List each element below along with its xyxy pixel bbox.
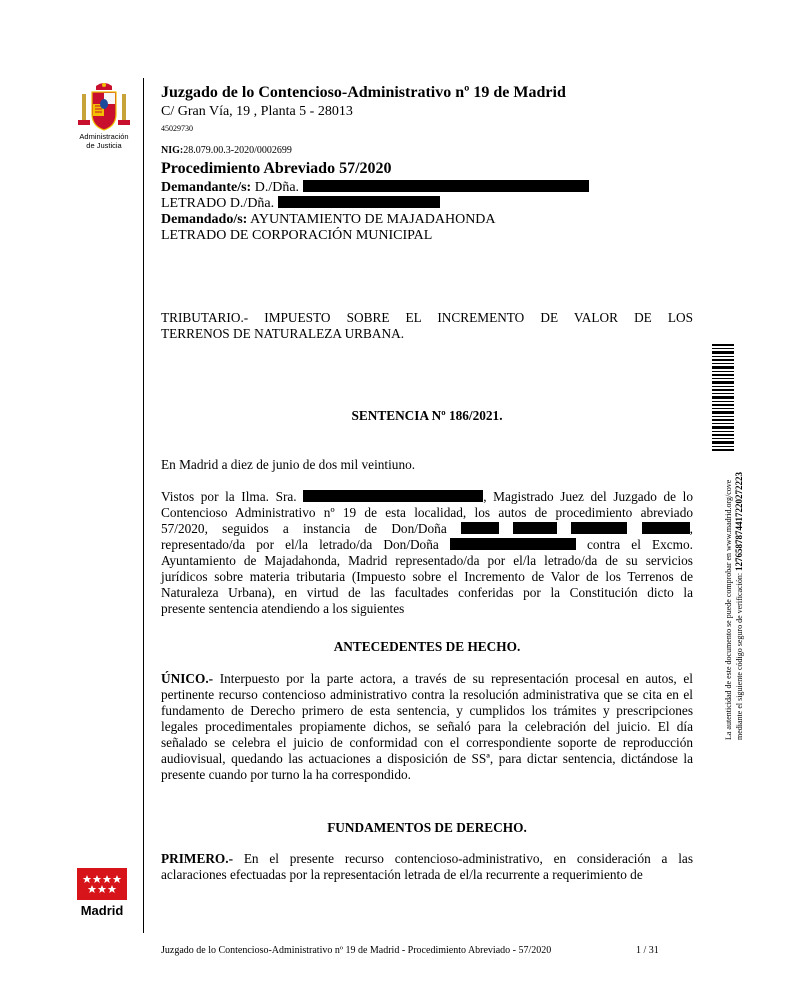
page-footer: Juzgado de lo Contencioso-Administrativo nº 19 de Madrid - Procedimiento Abreviado - 57/2020 xyxy=(161,945,552,956)
vistos-line-2: Contencioso Administrativo nº 19 de esta localidad, los autos de procedimiento abreviado xyxy=(161,505,693,520)
redacted-plaintiff-part-4 xyxy=(642,522,690,534)
defendant-lawyer: LETRADO DE CORPORACIÓN MUNICIPAL xyxy=(161,228,433,243)
antecedentes-text: Interpuesto por la parte actora, a través de su representación procesal en autos, el pertinente recurso contencioso administrativo contra la resolución administrativa que se cita en el fundamento de Derecho primero de esta sentencia, y cumplidos los trámites y prescripciones legales procedimentales propiamente dichos, se señaló para la celebración del juicio. El día señalado se celebra el juicio de conformidad con el correspondiente soporte de reproducción audiovisual, quedando las actuaciones a disposición de SSª, para dictar sentencia, dictándose la presente cuando por turno la ha correspondido. xyxy=(161,671,693,782)
lawyer-line xyxy=(161,196,440,212)
comunidad-de-madrid-flag-icon xyxy=(77,868,127,900)
page-number: 1 / 31 xyxy=(636,945,659,956)
verification-code: 1276587874417220272223 xyxy=(734,471,744,571)
vistos-line-1 xyxy=(161,489,693,505)
defendant-line xyxy=(161,212,496,228)
margin-rule xyxy=(143,78,144,933)
verification-side-text xyxy=(724,440,745,740)
defendant-label: Demandado/s: xyxy=(161,212,248,227)
redacted-lawyer-name xyxy=(278,196,440,208)
plaintiff-label: Demandante/s: xyxy=(161,180,252,195)
antecedentes-title: ANTECEDENTES DE HECHO. xyxy=(333,639,521,654)
redacted-plaintiff-part-2 xyxy=(513,522,557,534)
vistos-line-5: Ayuntamiento de Majadahonda, Madrid representado/da por el/la letrado/da de su servicios xyxy=(161,553,693,568)
court-code: 45029730 xyxy=(161,124,193,133)
defendant-value: AYUNTAMIENTO DE MAJADAHONDA xyxy=(250,212,496,227)
redacted-plaintiff-name xyxy=(303,180,589,192)
redacted-plaintiff-part-3 xyxy=(571,522,627,534)
nig-line xyxy=(161,145,292,156)
plaintiff-line xyxy=(161,180,589,196)
spain-coat-of-arms-icon xyxy=(76,80,132,136)
vistos-text-4a: representado/da por el/la letrado/da Don/Doña xyxy=(161,537,439,552)
subject-line-2: TERRENOS DE NATURALEZA URBANA. xyxy=(161,326,405,341)
date-line: En Madrid a diez de junio de dos mil veintiuno. xyxy=(161,457,416,472)
redacted-lawyer-name-2 xyxy=(450,538,576,550)
antecedentes-lead: ÚNICO.- xyxy=(161,671,214,686)
madrid-label: Madrid xyxy=(80,903,124,918)
vistos-text-4b: contra el Excmo. xyxy=(586,537,693,552)
vistos-line-4 xyxy=(161,537,693,553)
fundamentos-lead: PRIMERO.- xyxy=(161,851,234,866)
procedure-title: Procedimiento Abreviado 57/2020 xyxy=(161,160,392,177)
verification-line-2-text: mediante el siguiente código seguro de verificación: xyxy=(735,572,744,740)
vistos-text-1b: , Magistrado Juez del Juzgado de lo xyxy=(483,489,693,504)
redacted-plaintiff-part-1 xyxy=(461,522,499,534)
plaintiff-prefix: D./Dña. xyxy=(254,180,300,195)
vistos-text-3a: 57/2020, seguidos a instancia de Don/Doña xyxy=(161,521,447,536)
verification-line-2 xyxy=(734,440,745,740)
fundamentos-paragraph xyxy=(161,851,693,883)
redacted-judge-name xyxy=(303,490,483,502)
lawyer-prefix: LETRADO D./Dña. xyxy=(161,196,275,211)
vistos-text-1a: Vistos por la Ilma. Sra. xyxy=(161,489,297,504)
nig-label: NIG: xyxy=(161,145,184,156)
verification-line-1: La autenticidad de este documento se puede comprobar en www.madrid.org/cove xyxy=(724,479,733,740)
antecedentes-paragraph xyxy=(161,671,693,783)
vistos-line-8: presente sentencia atendiendo a los siguientes xyxy=(161,601,405,616)
vistos-line-7: Naturaleza Urbana), en virtud de las facultades conferidas por la Constitución dicto la xyxy=(161,585,693,600)
nig-value: 28.079.00.3-2020/0002699 xyxy=(183,145,292,156)
verification-barcode-icon xyxy=(712,344,734,452)
administracion-de-justicia-label: Administración de Justicia xyxy=(79,132,129,150)
fundamentos-title: FUNDAMENTOS DE DERECHO. xyxy=(327,820,527,835)
court-title: Juzgado de lo Contencioso-Administrativo nº 19 de Madrid xyxy=(161,84,566,101)
court-address: C/ Gran Vía, 19 , Planta 5 - 28013 xyxy=(161,104,353,119)
sentence-title: SENTENCIA Nº 186/2021. xyxy=(351,408,503,423)
fundamentos-text: En el presente recurso contencioso-administrativo, en consideración a las aclaraciones efectuadas por la representación letrada de el/la recurrente a requerimiento de xyxy=(161,851,693,882)
subject-line-1: TRIBUTARIO.- IMPUESTO SOBRE EL INCREMENTO DE VALOR DE LOS xyxy=(161,310,693,325)
vistos-line-6: jurídicos sobre materia tributaria (Impuesto sobre el Incremento de Valor de los Terrenos de xyxy=(161,569,693,584)
vistos-line-3: 57/2020, seguidos a instancia de Don/Doña , xyxy=(161,521,693,536)
